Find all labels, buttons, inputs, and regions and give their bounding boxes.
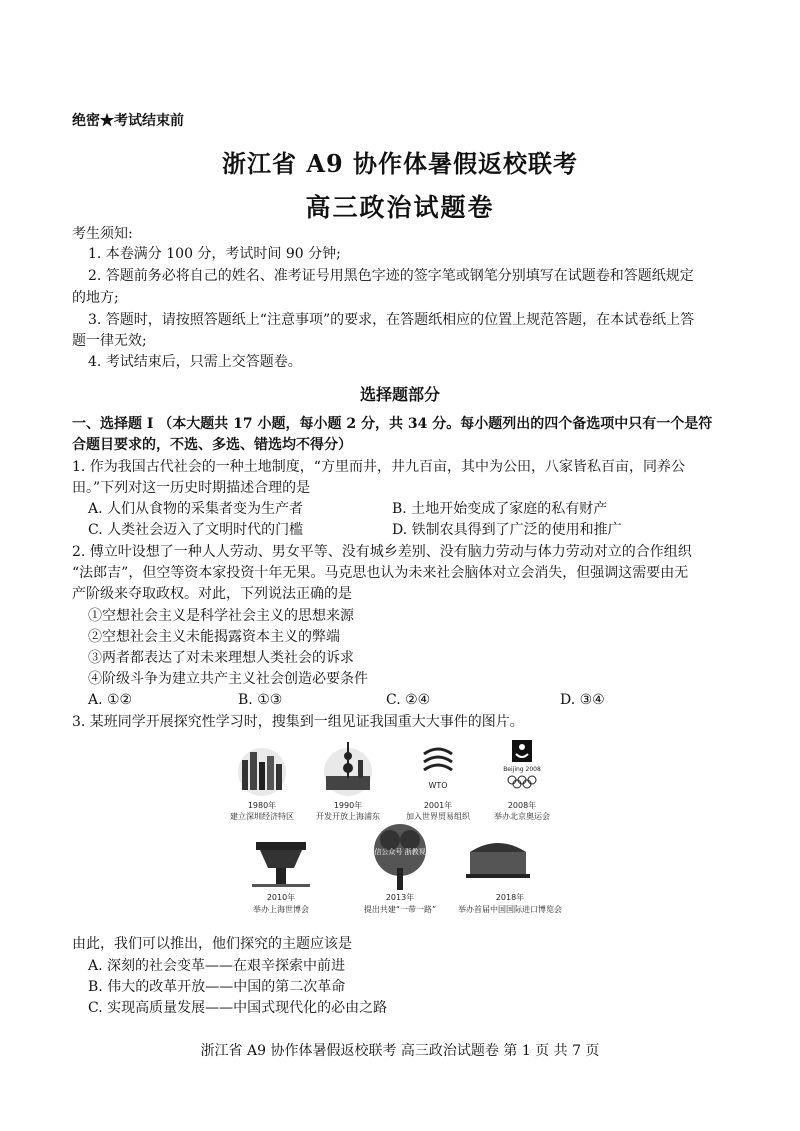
notice-item-cont: 题一律无效; — [72, 333, 147, 349]
event-year: 2008年 — [507, 801, 537, 810]
notice-item: 1. 本卷满分 100 分，考试时间 90 分钟; — [88, 246, 341, 262]
q3-stem: 3. 某班同学开展探究性学习时，搜集到一组见证我国重大大事件的图片。 — [72, 714, 524, 730]
q1-option-b: B. 土地开始变成了家庭的私有财产 — [392, 501, 608, 517]
event-caption: 加入世界贸易组织 — [406, 812, 470, 821]
q2-stem-cont: 产阶级来夺取政权。对此，下列说法正确的是 — [72, 586, 352, 602]
event-year: 2013年 — [385, 893, 415, 902]
q3-lead: 由此，我们可以推出，他们探究的主题应该是 — [72, 936, 352, 952]
event-caption: 举办上海世博会 — [253, 905, 309, 914]
event-caption: 举办北京奥运会 — [494, 812, 550, 821]
q1-option-a: A. 人们从食物的采集者变为生产者 — [88, 501, 304, 517]
expo-pavilion-icon — [252, 842, 310, 887]
skyline-icon — [238, 748, 286, 796]
wto-logo-icon — [424, 749, 452, 790]
expo-center-icon — [466, 843, 530, 878]
event-year: 2018年 — [495, 893, 525, 902]
notice-item-cont: 的地方; — [72, 290, 119, 306]
q3-option-c: C. 实现高质量发展——中国式现代化的必由之路 — [88, 1000, 388, 1016]
svg-text:微信公众号 浙教视野: 微信公众号 浙教视野 — [367, 848, 433, 856]
part-heading-cont: 合题目要求的，不选、多选、错选均不得分） — [72, 437, 352, 453]
pudong-tower-icon — [324, 742, 372, 796]
notice-item: 4. 考试结束后，只需上交答题卷。 — [88, 354, 302, 370]
page-footer: 浙江省 A9 协作体暑假返校联考 高三政治试题卷 第 1 页 共 7 页 — [200, 1043, 600, 1059]
silk-road-tree-icon — [367, 824, 432, 890]
q1-option-c: C. 人类社会迈入了文明时代的门槛 — [88, 522, 304, 538]
q2-statement-2: ②空想社会主义未能揭露资本主义的弊端 — [88, 629, 340, 645]
q1-stem-cont: 田。”下列对这一历史时期描述合理的是 — [72, 480, 311, 496]
event-caption: 提出共建“一带一路” — [363, 905, 437, 914]
paper-title: 高三政治试题卷 — [305, 193, 495, 222]
notice-heading: 考生须知: — [72, 226, 133, 242]
event-caption: 举办首届中国国际进口博览会 — [458, 905, 562, 914]
event-year: 2001年 — [423, 801, 453, 810]
q1-stem: 1. 作为我国古代社会的一种土地制度，“方里而井，井九百亩，其中为公田，八家皆私百亩，同养公 — [72, 459, 685, 475]
q2-stem-cont: “法郎吉”，但空等资本家投资十年无果。马克思也认为未来社会脑体对立会消失，但强调这需要由无 — [72, 565, 689, 581]
q3-option-b: B. 伟大的改革开放——中国的第二次革命 — [88, 979, 346, 995]
confidential-mark: 绝密★考试结束前 — [72, 113, 184, 129]
notice-item: 2. 答题前务必将自己的姓名、准考证号用黑色字迹的签字笔或钢笔分别填写在试题卷和答题纸规定 — [88, 268, 694, 284]
q2-statement-1: ①空想社会主义是科学社会主义的思想来源 — [88, 608, 354, 624]
q2-option-a: A. ①② — [88, 692, 133, 708]
olympic-emblem-icon — [503, 740, 541, 788]
svg-text:WTO: WTO — [428, 781, 448, 790]
q3-event-figure — [220, 734, 580, 924]
q1-option-d: D. 铁制农具得到了广泛的使用和推广 — [392, 522, 622, 538]
q2-statement-4: ④阶级斗争为建立共产主义社会创造必要条件 — [88, 671, 368, 687]
q2-option-b: B. ①③ — [238, 692, 283, 708]
q2-statement-3: ③两者都表达了对未来理想人类社会的诉求 — [88, 650, 354, 666]
event-year: 1990年 — [333, 801, 363, 810]
q2-option-d: D. ③④ — [560, 692, 605, 708]
part-heading: 一、选择题 I （本大题共 17 小题，每小题 2 分，共 34 分。每小题列出的四个备选项中只有一个是符 — [72, 416, 713, 432]
q2-stem: 2. 傅立叶设想了一种人人劳动、男女平等、没有城乡差别、没有脑力劳动与体力劳动对立的合作组织 — [72, 544, 692, 560]
section-title: 选择题部分 — [359, 385, 440, 404]
event-year: 2010年 — [266, 893, 296, 902]
event-caption: 开发开放上海浦东 — [316, 812, 380, 821]
q3-option-a: A. 深刻的社会变革——在艰辛探索中前进 — [88, 958, 346, 974]
q2-option-c: C. ②④ — [386, 692, 431, 708]
svg-text:Beijing 2008: Beijing 2008 — [503, 766, 541, 773]
event-year: 1980年 — [247, 801, 277, 810]
exam-title: 浙江省 A9 协作体暑假返校联考 — [221, 149, 579, 178]
event-caption: 建立深圳经济特区 — [230, 812, 294, 821]
notice-item: 3. 答题时，请按照答题纸上“注意事项”的要求，在答题纸相应的位置上规范答题，在本试卷纸上答 — [88, 312, 695, 328]
